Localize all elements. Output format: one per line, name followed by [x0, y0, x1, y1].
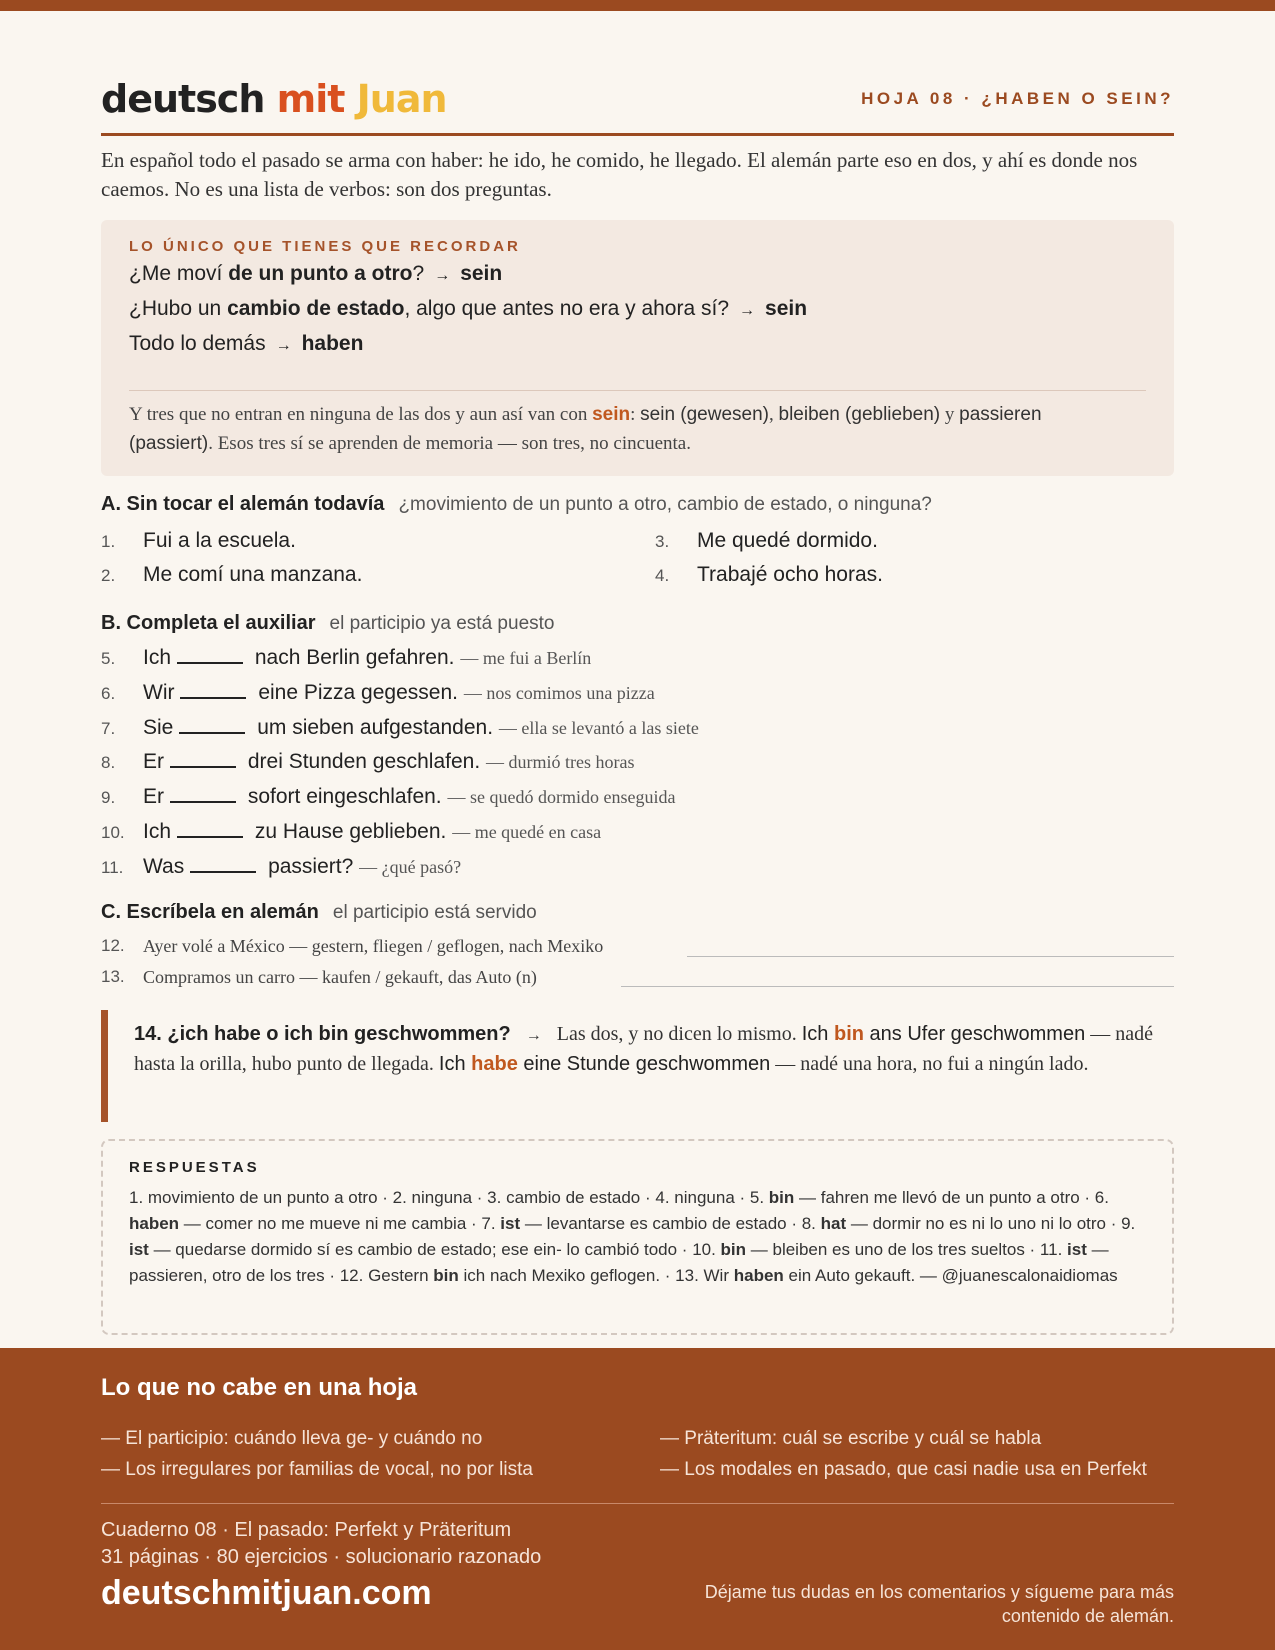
arrow-icon: →	[525, 1027, 542, 1044]
rule-key: cambio de estado	[227, 297, 405, 320]
callout-german: Ich	[438, 1053, 472, 1075]
logo-word-deutsch: deutsch	[101, 77, 265, 121]
item-number: 13.	[101, 967, 125, 986]
footer-topic: — Los irregulares por familias de vocal, no por lista	[101, 1459, 533, 1480]
answer-blank[interactable]	[177, 820, 243, 838]
arrow-icon: →	[739, 302, 756, 319]
answers-box	[101, 1139, 1174, 1335]
answer-blank[interactable]	[180, 681, 246, 699]
footer-topic: — El participio: cuándo lleva ge- y cuándo no	[101, 1428, 483, 1449]
item-text: Me quedé dormido.	[697, 529, 878, 552]
answer-text: — passieren, otro de los tres · 12. Gestern	[129, 1240, 1109, 1285]
remember-title: LO ÚNICO QUE TIENES QUE RECORDAR	[129, 238, 521, 255]
rule-default	[129, 332, 363, 356]
book-details: 31 páginas · 80 ejercicios · solucionario razonado	[101, 1546, 542, 1568]
callout-text-part: Las dos, y no dicen lo mismo.	[551, 1023, 802, 1045]
note-text: . Esos tres sí se aprenden de memoria — son tres, no cincuenta.	[208, 433, 691, 454]
item-prompt: Compramos un carro — kaufen / gekauft, das Auto (n)	[143, 967, 537, 987]
note-verb: bleiben (geblieben)	[778, 404, 941, 425]
section-subtitle: el participio está servido	[332, 902, 537, 923]
section-c-heading	[101, 901, 537, 924]
item-gloss: — ella se levantó a las siete	[498, 718, 699, 738]
callout-question: 14. ¿ich habe o ich bin geschwommen?	[134, 1023, 511, 1045]
rule-result: sein	[765, 297, 808, 320]
answer-line[interactable]	[621, 986, 1174, 987]
item-text: sofort eingeschlafen.	[247, 785, 442, 808]
answer-key: bin	[433, 1266, 459, 1285]
note-verb: passieren (passiert)	[129, 404, 1042, 454]
item-subject: Wir	[143, 681, 175, 704]
section-title: B. Completa el auxiliar	[101, 612, 316, 634]
item-text: Trabajé ocho horas.	[697, 563, 883, 586]
item-number: 7.	[101, 719, 116, 738]
note-verb: sein (gewesen)	[640, 404, 769, 425]
item-text: eine Pizza gegessen.	[258, 681, 458, 704]
answer-key: haben	[129, 1214, 180, 1233]
item-subject: Er	[143, 750, 164, 773]
answer-text: — fahren me llevó de un punto a otro · 6.	[794, 1188, 1109, 1207]
call-to-action: Déjame tus dudas en los comentarios y sígueme para más contenido de alemán.	[704, 1582, 1174, 1626]
section-a-heading	[101, 493, 932, 516]
arrow-icon: →	[275, 337, 292, 354]
top-accent-strip	[0, 0, 1275, 11]
item-gloss: — durmió tres horas	[486, 752, 635, 772]
item-number: 6.	[101, 684, 116, 703]
footer-title: Lo que no cabe en una hoja	[101, 1374, 418, 1401]
divider	[129, 390, 1146, 391]
answer-text: 1. movimiento de un punto a otro · 2. ninguna · 3. cambio de estado · 4. ninguna · 5.	[129, 1188, 769, 1207]
callout-highlight: habe	[471, 1053, 518, 1075]
item-number: 10.	[101, 823, 125, 842]
section-subtitle: el participio ya está puesto	[329, 613, 555, 634]
answers-title: RESPUESTAS	[129, 1159, 260, 1176]
logo-word-mit: mit	[276, 77, 345, 121]
answer-key: bin	[768, 1188, 795, 1207]
callout-highlight: bin	[833, 1023, 864, 1045]
rule-text: ?	[412, 262, 425, 285]
item-text: Fui a la escuela.	[143, 529, 296, 552]
rule-movement	[129, 262, 502, 286]
rule-text: , algo que antes no era y ahora sí?	[404, 297, 730, 320]
remember-box	[101, 220, 1174, 476]
item-text: zu Hause geblieben.	[254, 820, 447, 843]
header	[101, 75, 1174, 136]
footer-topic: — Präteritum: cuál se escribe y cuál se habla	[660, 1428, 1042, 1449]
answer-blank[interactable]	[177, 646, 243, 664]
answer-text: — comer no me mueve ni me cambia · 7.	[179, 1214, 501, 1233]
sheet-label: HOJA 08 · ¿HABEN O SEIN?	[861, 89, 1174, 108]
section-b-heading	[101, 612, 554, 635]
item-text: nach Berlin gefahren.	[254, 646, 455, 669]
note-highlight: sein	[592, 404, 631, 425]
answer-text: — quedarse dormido sí es cambio de estado; ese ein- lo cambió todo · 10.	[148, 1240, 721, 1259]
item-number: 5.	[101, 649, 116, 668]
item-number: 4.	[655, 566, 670, 585]
question-14-callout	[101, 1010, 1181, 1122]
logo-word-juan: Juan	[356, 77, 447, 121]
footer	[0, 1348, 1275, 1650]
answer-key: ist	[500, 1214, 521, 1233]
note-text: y	[940, 404, 960, 425]
section-subtitle: ¿movimiento de un punto a otro, cambio de estado, o ninguna?	[398, 494, 932, 515]
note-text: :	[630, 404, 641, 425]
item-text: drei Stunden geschlafen.	[247, 750, 481, 773]
divider	[101, 1503, 1174, 1504]
item-number: 2.	[101, 566, 116, 585]
item-number: 11.	[101, 858, 124, 877]
rule-result: sein	[460, 262, 503, 285]
answer-text: ein Auto gekauft. — @juanescalonaidiomas	[783, 1266, 1118, 1285]
item-gloss: — nos comimos una pizza	[463, 683, 655, 703]
footer-topic: — Los modales en pasado, que casi nadie usa en Perfekt	[660, 1459, 1147, 1480]
answer-text: — levantarse es cambio de estado · 8.	[520, 1214, 821, 1233]
logo	[101, 75, 447, 123]
callout-text	[134, 1020, 1164, 1079]
item-gloss: — se quedó dormido enseguida	[447, 787, 676, 807]
note-text: ,	[769, 404, 779, 425]
section-title: A. Sin tocar el alemán todavía	[101, 493, 385, 515]
item-gloss: — me fui a Berlín	[460, 648, 592, 668]
item-gloss: — ¿qué pasó?	[359, 857, 462, 877]
book-title: Cuaderno 08 · El pasado: Perfekt y Präteritum	[101, 1519, 512, 1541]
answers-text	[129, 1185, 1154, 1289]
item-number: 8.	[101, 753, 116, 772]
answer-text: — dormir no es ni lo uno ni lo otro · 9.	[846, 1214, 1136, 1233]
answer-key: bin	[720, 1240, 747, 1259]
item-number: 3.	[655, 532, 670, 551]
rule-text: ¿Me moví	[129, 262, 229, 285]
callout-german: Ich	[801, 1023, 834, 1045]
item-subject: Was	[143, 855, 185, 878]
answer-line[interactable]	[687, 956, 1174, 957]
website-link[interactable]: deutschmitjuan.com	[101, 1574, 432, 1612]
answer-text: ich nach Mexiko geflogen. · 13. Wir	[458, 1266, 734, 1285]
answer-key: haben	[733, 1266, 784, 1285]
answer-text: — bleiben es uno de los tres sueltos · 11.	[746, 1240, 1068, 1259]
rule-key: de un punto a otro	[228, 262, 413, 285]
item-gloss: — me quedé en casa	[452, 822, 602, 842]
item-number: 1.	[101, 532, 116, 551]
rule-text: Todo lo demás	[129, 332, 266, 355]
rule-text: ¿Hubo un	[129, 297, 228, 320]
answer-blank[interactable]	[179, 716, 245, 734]
callout-text-part: — nadé hasta la orilla, hubo punto de llegada.	[134, 1023, 1153, 1075]
remember-note	[129, 400, 1129, 458]
item-subject: Ich	[143, 820, 172, 843]
answer-blank[interactable]	[190, 855, 256, 873]
answer-key: ist	[1067, 1240, 1087, 1259]
item-subject: Sie	[143, 716, 174, 739]
item-text: Me comí una manzana.	[143, 563, 363, 586]
callout-german: ans Ufer geschwommen	[863, 1023, 1086, 1045]
item-number: 9.	[101, 788, 116, 807]
answer-blank[interactable]	[170, 750, 236, 768]
intro-paragraph: En español todo el pasado se arma con haber: he ido, he comido, he llegado. El alemán parte eso en dos, y ahí es donde nos caemos. No es una lista de verbos: son dos preguntas.	[101, 148, 1138, 201]
answer-blank[interactable]	[170, 785, 236, 803]
item-subject: Ich	[143, 646, 172, 669]
rule-state-change	[129, 297, 807, 321]
item-number: 12.	[101, 936, 125, 955]
note-text: Y tres que no entran en ninguna de las dos y aun así van con	[129, 404, 593, 425]
item-prompt: Ayer volé a México — gestern, fliegen / geflogen, nach Mexiko	[143, 936, 604, 956]
item-text: um sieben aufgestanden.	[257, 716, 494, 739]
answer-key: hat	[820, 1214, 847, 1233]
rule-result: haben	[301, 332, 364, 355]
callout-text-part: — nadé una hora, no fui a ningún lado.	[770, 1053, 1089, 1075]
item-subject: Er	[143, 785, 164, 808]
callout-german: eine Stunde geschwommen	[517, 1053, 771, 1075]
section-title: C. Escríbela en alemán	[101, 901, 319, 923]
arrow-icon: →	[434, 267, 451, 284]
item-text: passiert?	[268, 855, 354, 878]
answer-key: ist	[129, 1240, 149, 1259]
